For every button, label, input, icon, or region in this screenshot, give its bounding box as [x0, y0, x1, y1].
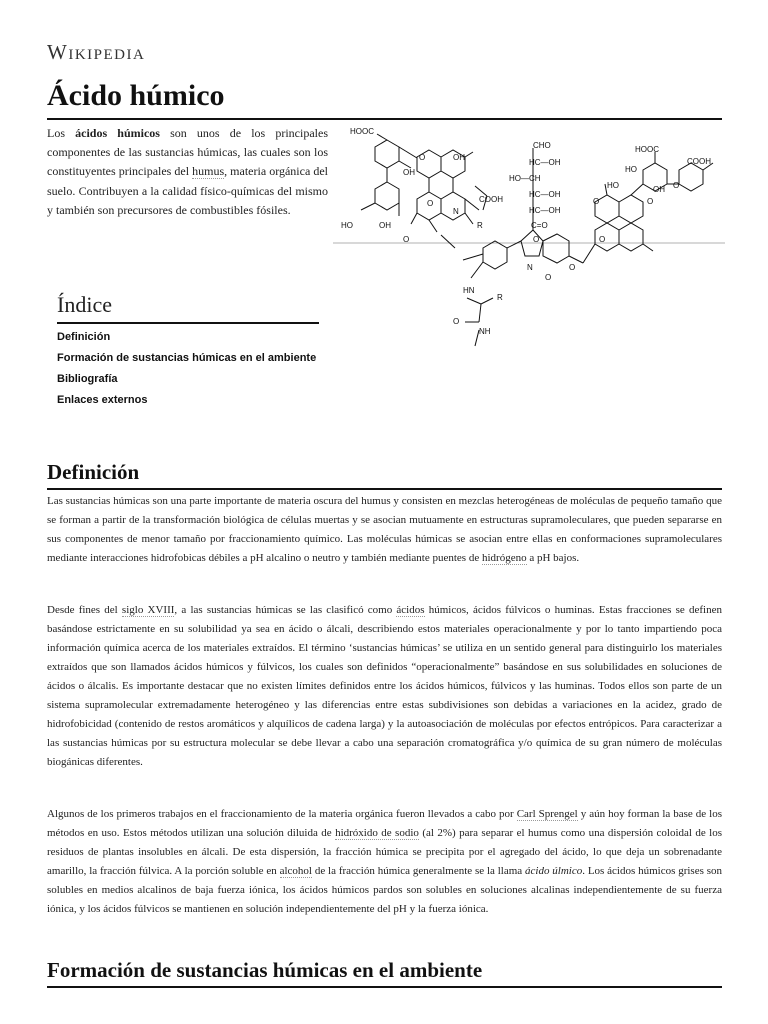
label-oh: OH — [379, 221, 391, 230]
label-o: O — [427, 199, 434, 208]
lead-text: Los — [47, 126, 76, 140]
label-r: R — [477, 221, 483, 230]
toc-list — [57, 330, 319, 407]
paragraph-text: húmicos, ácidos fúlvicos o huminas. Estas fracciones se definen basándose estrictamente en su solubilidad ya sea en ácido o álcali, describiendo estos materiales operacionalmente y por lo tanto impartiendo poca información química acerca de los materiales extraídos. El término ‘sustancias húmicas’ se utiliza en un sentido general para distinguirlo los materiales extraídos que son llamados ácidos húmicos y fúlvicos, los cuales son definidos “operacionalmente” basándose en sus solubilidades en soluciones de ácidos o álcalis. Es importante destacar que no existen límites definidos entre los ácidos húmicos, fúlvicos y las huminas. Todos ellos son parte de un sistema supramolecular extremadamente heterogéneo y las diferencias entre estas subdivisiones son debidas a variaciones en la acidez, grado de hidrofobicidad (contenido de restos aromáticos y alquílicos de cadena larga) y la autoasociación de moléculas por efectos entrópicos. Para caracterizar a las sustancias húmicas por su estructura molecular se debe llevar a cabo una separación cromatográfica y/o química de su gran número de moléculas biogánicas diferentes. — [47, 604, 722, 768]
link-siglo-xviii[interactable]: siglo XVIII — [121, 604, 175, 616]
label-oh: OH — [653, 185, 665, 194]
label-o: O — [673, 181, 680, 190]
paragraph-text: a pH bajos. — [526, 552, 580, 564]
toc-heading: Índice — [57, 290, 319, 324]
label-cooh-right: COOH — [687, 157, 711, 166]
label-cho: CHO — [533, 141, 551, 150]
label-n: N — [527, 263, 533, 272]
page-title: Ácido húmico — [47, 76, 722, 120]
label-o: O — [403, 235, 410, 244]
label-o: O — [545, 273, 552, 282]
paragraph-definicion-3 — [47, 805, 722, 919]
paragraph-definicion-1 — [47, 492, 722, 568]
paragraph-text: , a las sustancias húmicas se las clasificó como — [174, 604, 397, 616]
paragraph-text: Algunos de los primeros trabajos en el fraccionamiento de la materia orgánica fueron llevados a cabo por — [47, 808, 517, 820]
lead-text: , materia orgánica del suelo. Contribuyen a la calidad físico-químicas del mismo y también son precursores de combustibles fósiles. — [47, 164, 328, 217]
link-alcohol[interactable]: alcohol — [279, 865, 312, 877]
humic-acid-structure-figure — [333, 120, 725, 350]
label-ho: HO — [607, 181, 619, 190]
label-c-o: C=O — [531, 221, 548, 230]
section-heading-definicion: Definición — [47, 458, 722, 490]
label-n: N — [453, 207, 459, 216]
paragraph-text: y aún hoy forman la base de los métodos en uso. Estos métodos utilizan una solución diluida de — [47, 808, 722, 839]
toc-item-definicion[interactable]: Definición — [57, 331, 111, 343]
label-hooc-right: HOOC — [635, 145, 659, 154]
link-hidroxido-de-sodio[interactable]: hidróxido de sodio — [335, 827, 419, 839]
paragraph-text: . Los ácidos húmicos grises son solubles en medios alcalinos de baja fuerza iónica, los ácidos húmicos pardos son solubles en soluciones alcalinas independientemente de su fuerza iónica, y los ácidos fúlvicos se mantienen en solución independientemente del pH y la fuerza iónica. — [47, 865, 722, 915]
toc-item-formacion[interactable]: Formación de sustancias húmicas en el ambiente — [57, 352, 317, 364]
label-hc-oh: HC—OH — [529, 158, 561, 167]
wikipedia-wordmark[interactable]: Wikipedia — [47, 40, 146, 64]
lead-paragraph — [47, 124, 328, 220]
paragraph-definicion-2 — [47, 601, 722, 772]
structure-labels — [341, 127, 711, 336]
label-hn: HN — [463, 286, 475, 295]
label-r: R — [497, 293, 503, 302]
label-hc-oh: HC—OH — [529, 190, 561, 199]
label-oh: OH — [453, 153, 465, 162]
paragraph-text: de la fracción húmica generalmente se la llama — [312, 865, 526, 877]
link-humus[interactable]: humus — [192, 164, 225, 179]
toc-item-enlaces-externos[interactable]: Enlaces externos — [57, 394, 148, 406]
link-acidos[interactable]: ácidos — [396, 604, 425, 616]
italic-term: ácido úlmico — [525, 865, 583, 877]
label-o: O — [593, 197, 600, 206]
label-ho: HO — [341, 221, 353, 230]
link-hidrogeno[interactable]: hidrógeno — [481, 552, 527, 564]
label-o: O — [419, 153, 426, 162]
label-hooc-left: HOOC — [350, 127, 374, 136]
label-cooh: COOH — [479, 195, 503, 204]
label-o: O — [569, 263, 576, 272]
label-ho-ch: HO—CH — [509, 174, 541, 183]
toc-item-bibliografia[interactable]: Bibliografía — [57, 373, 118, 385]
link-carl-sprengel[interactable]: Carl Sprengel — [516, 808, 578, 820]
section-heading-formacion: Formación de sustancias húmicas en el ambiente — [47, 956, 722, 988]
paragraph-text: (al 2%) para separar el humus como una dispersión coloidal de los residuos de plantas insolubles en álcali. De esta dispersión, la fracción húmica se precipita por el agregado del ácido, lo que deja un sobrenadante amarillo, la fracción fúlvica. A la porción soluble en — [47, 827, 722, 877]
paragraph-text: Desde fines del — [47, 604, 122, 616]
label-o: O — [453, 317, 460, 326]
label-ho: HO — [625, 165, 637, 174]
label-o: O — [533, 235, 540, 244]
lead-text: son unos de los principales componentes de las sustancias húmicas, las cuales son los constituyentes principales del — [47, 126, 328, 179]
label-nh: NH — [479, 327, 491, 336]
label-o: O — [599, 235, 606, 244]
lead-bold-term: ácidos húmicos — [75, 126, 160, 140]
paragraph-text: Las sustancias húmicas son una parte importante de materia oscura del humus y consisten en mezclas heterogéneas de moléculas de pequeño tamaño que se forman a partir de la transformación biológica de células muertas y se asocian mutuamente en estructuras supramoleculares, que pueden separarse en sus componentes de menor tamaño por fraccionamiento químico. Las moléculas húmicas se asocian entre ellas en conformaciones supramoleculares mediante interacciones hidrofobicas débiles a pH alcalino o neutro y también mediante puentes de — [47, 495, 722, 564]
label-hc-oh: HC—OH — [529, 206, 561, 215]
label-o: O — [647, 197, 654, 206]
label-oh: OH — [403, 168, 415, 177]
table-of-contents — [57, 290, 319, 414]
